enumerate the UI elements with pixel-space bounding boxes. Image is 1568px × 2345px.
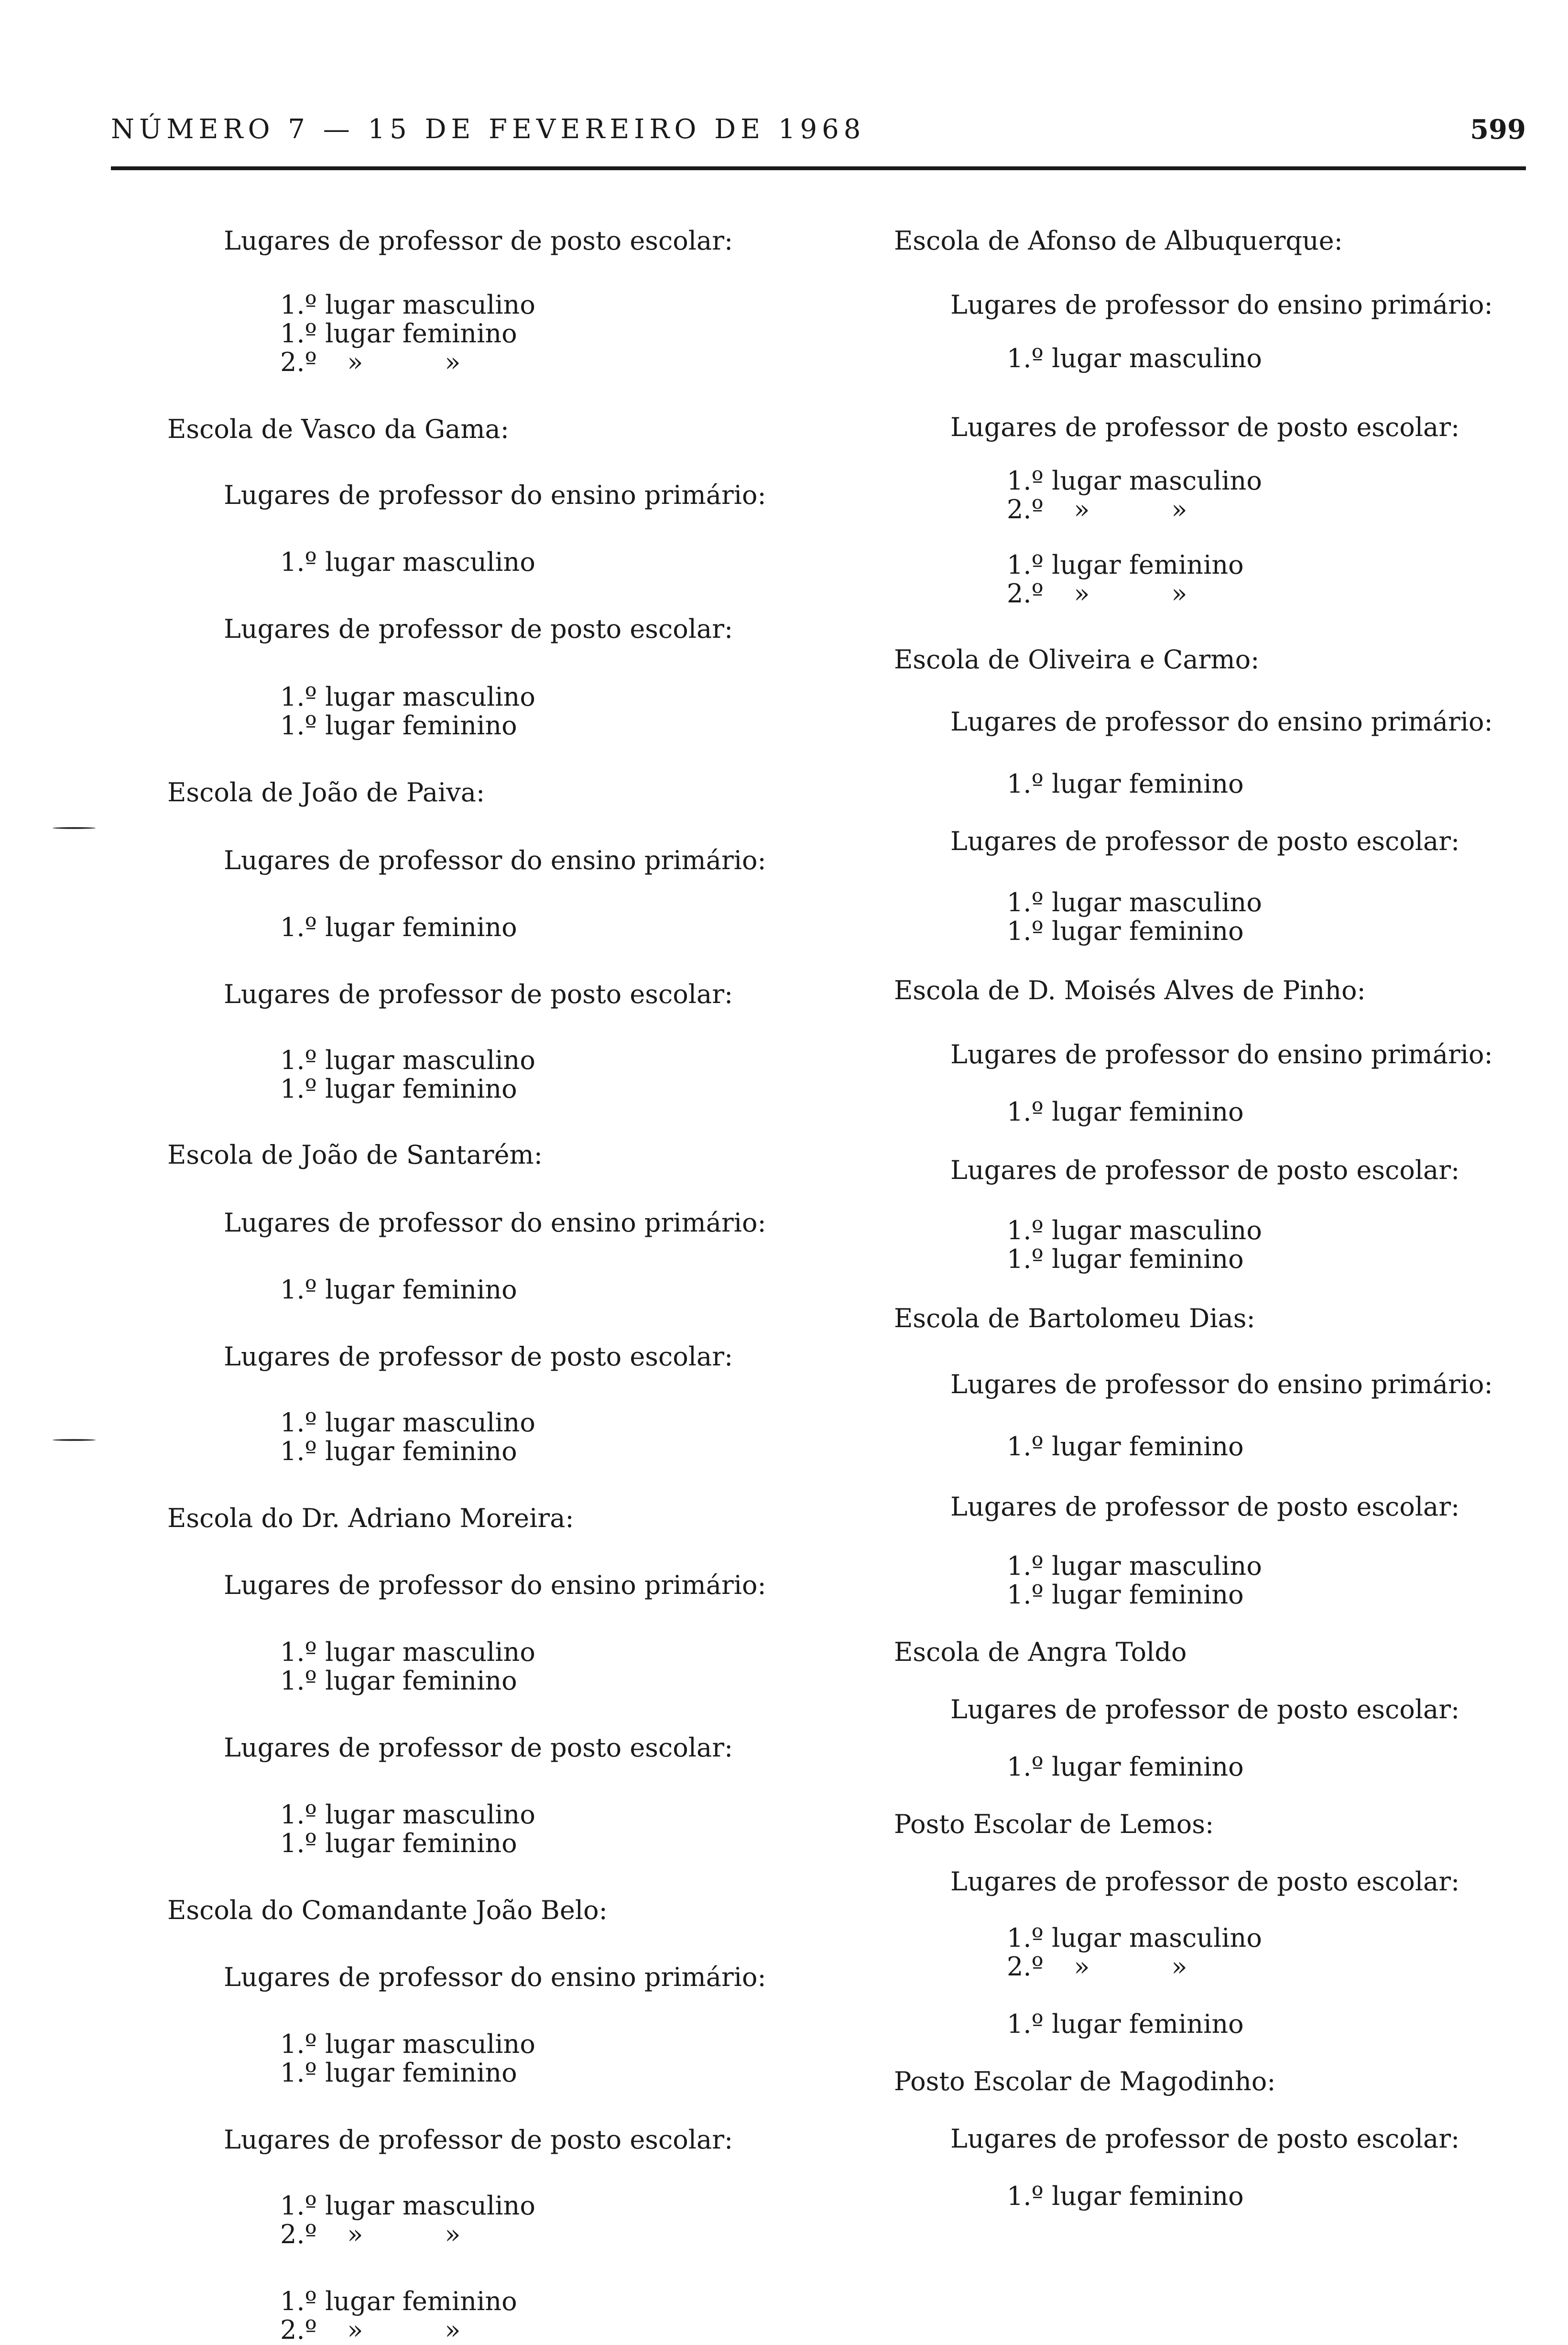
category-heading: Lugares de professor de posto escolar: xyxy=(224,1342,733,1372)
category-heading: Lugares de professor do ensino primário: xyxy=(950,1039,1493,1069)
position-item: 1.º lugar masculino xyxy=(1007,1923,1262,1953)
position-item: 1.º lugar masculino xyxy=(280,290,535,320)
margin-mark xyxy=(53,1439,96,1441)
position-item: 1.º lugar feminino xyxy=(1007,916,1244,946)
school-heading: Escola de Vasco da Gama: xyxy=(167,414,509,444)
position-item: 1.º lugar masculino xyxy=(280,682,535,712)
ditto-mark: » xyxy=(445,347,461,377)
ditto-line xyxy=(1007,1952,1204,1981)
position-item: 1.º lugar masculino xyxy=(280,1407,535,1438)
ditto-mark: » xyxy=(1171,1952,1187,1982)
school-heading: Escola de Angra Toldo xyxy=(894,1637,1187,1667)
category-heading: Lugares de professor do ensino primário: xyxy=(950,290,1493,320)
position-item: 1.º lugar masculino xyxy=(280,1045,535,1075)
category-heading: Lugares de professor do ensino primário: xyxy=(950,707,1493,737)
category-heading: Lugares de professor do ensino primário: xyxy=(224,1570,766,1600)
position-item: 1.º lugar feminino xyxy=(1007,1431,1244,1462)
ordinal-number: 2.º xyxy=(1007,1952,1044,1982)
ordinal-number: 2.º xyxy=(1007,578,1044,609)
category-heading: Lugares de professor de posto escolar: xyxy=(950,1492,1460,1522)
ditto-line xyxy=(1007,495,1204,524)
category-heading: Lugares de professor do ensino primário: xyxy=(224,480,766,510)
ditto-mark: » xyxy=(1171,494,1187,524)
position-item: 1.º lugar feminino xyxy=(1007,1580,1244,1610)
position-item: 1.º lugar feminino xyxy=(280,2286,517,2316)
position-item: 1.º lugar feminino xyxy=(280,1666,517,1696)
category-heading: Lugares de professor de posto escolar: xyxy=(224,979,733,1009)
school-heading: Escola de João de Paiva: xyxy=(167,777,485,807)
position-item: 1.º lugar masculino xyxy=(1007,343,1262,373)
position-item: 1.º lugar masculino xyxy=(280,2029,535,2059)
ordinal-number: 2.º xyxy=(1007,494,1044,524)
category-heading: Lugares de professor de posto escolar: xyxy=(224,226,733,256)
margin-mark xyxy=(53,827,96,829)
position-item: 1.º lugar masculino xyxy=(1007,1215,1262,1245)
ditto-mark: » xyxy=(445,2219,461,2249)
category-heading: Lugares de professor de posto escolar: xyxy=(224,1733,733,1763)
position-item: 1.º lugar masculino xyxy=(1007,887,1262,917)
position-item: 1.º lugar feminino xyxy=(1007,769,1244,799)
category-heading: Lugares de professor de posto escolar: xyxy=(950,2124,1460,2154)
category-heading: Lugares de professor de posto escolar: xyxy=(224,614,733,644)
school-heading: Posto Escolar de Magodinho: xyxy=(894,2066,1276,2096)
category-heading: Lugares de professor do ensino primário: xyxy=(950,1369,1493,1399)
school-heading: Escola do Dr. Adriano Moreira: xyxy=(167,1503,574,1533)
school-heading: Escola de Afonso de Albuquerque: xyxy=(894,226,1343,256)
ditto-line xyxy=(1007,579,1204,608)
category-heading: Lugares de professor de posto escolar: xyxy=(950,412,1460,442)
position-item: 1.º lugar feminino xyxy=(1007,2181,1244,2211)
position-item: 1.º lugar feminino xyxy=(1007,1752,1244,1782)
ditto-line xyxy=(280,2220,478,2249)
ditto-mark: » xyxy=(1074,578,1090,609)
school-heading: Escola de Oliveira e Carmo: xyxy=(894,644,1260,675)
school-heading: Escola de Bartolomeu Dias: xyxy=(894,1303,1255,1333)
position-item: 1.º lugar feminino xyxy=(280,2058,517,2088)
category-heading: Lugares de professor de posto escolar: xyxy=(950,826,1460,856)
category-heading: Lugares de professor de posto escolar: xyxy=(950,1694,1460,1724)
ditto-mark: » xyxy=(347,2315,363,2345)
ordinal-number: 2.º xyxy=(280,347,317,377)
position-item: 1.º lugar feminino xyxy=(1007,1244,1244,1274)
category-heading: Lugares de professor de posto escolar: xyxy=(224,2125,733,2155)
category-heading: Lugares de professor de posto escolar: xyxy=(950,1155,1460,1185)
ditto-mark: » xyxy=(1074,494,1090,524)
header-rule xyxy=(111,166,1526,170)
position-item: 1.º lugar feminino xyxy=(280,1275,517,1305)
school-heading: Posto Escolar de Lemos: xyxy=(894,1809,1214,1839)
position-item: 1.º lugar masculino xyxy=(1007,466,1262,496)
ditto-mark: » xyxy=(347,2219,363,2249)
page-header xyxy=(111,114,1526,152)
position-item: 1.º lugar feminino xyxy=(280,1828,517,1858)
position-item: 1.º lugar masculino xyxy=(280,1637,535,1667)
position-item: 1.º lugar masculino xyxy=(280,547,535,577)
ordinal-number: 2.º xyxy=(280,2219,317,2249)
position-item: 1.º lugar feminino xyxy=(1007,1097,1244,1127)
ditto-mark: » xyxy=(1074,1952,1090,1982)
position-item: 1.º lugar feminino xyxy=(280,912,517,942)
school-heading: Escola de João de Santarém: xyxy=(167,1140,543,1170)
position-item: 1.º lugar feminino xyxy=(1007,550,1244,580)
position-item: 1.º lugar feminino xyxy=(280,1074,517,1104)
ditto-mark: » xyxy=(445,2315,461,2345)
ditto-line xyxy=(280,2316,478,2345)
category-heading: Lugares de professor do ensino primário: xyxy=(224,1962,766,1992)
header-title: NÚMERO 7 — 15 DE FEVEREIRO DE 1968 xyxy=(111,114,866,145)
school-heading: Escola do Comandante João Belo: xyxy=(167,1895,608,1925)
position-item: 1.º lugar masculino xyxy=(280,1800,535,1830)
page-number: 599 xyxy=(1470,114,1526,145)
ditto-mark: » xyxy=(347,347,363,377)
ditto-line xyxy=(280,348,478,377)
school-heading: Escola de D. Moisés Alves de Pinho: xyxy=(894,975,1366,1005)
position-item: 1.º lugar feminino xyxy=(280,318,517,349)
position-item: 1.º lugar feminino xyxy=(280,710,517,741)
position-item: 1.º lugar masculino xyxy=(1007,1551,1262,1581)
category-heading: Lugares de professor de posto escolar: xyxy=(950,1866,1460,1897)
position-item: 1.º lugar feminino xyxy=(280,1436,517,1466)
ordinal-number: 2.º xyxy=(280,2315,317,2345)
position-item: 1.º lugar feminino xyxy=(1007,2009,1244,2039)
category-heading: Lugares de professor do ensino primário: xyxy=(224,1208,766,1238)
position-item: 1.º lugar masculino xyxy=(280,2191,535,2221)
ditto-mark: » xyxy=(1171,578,1187,609)
category-heading: Lugares de professor do ensino primário: xyxy=(224,845,766,875)
